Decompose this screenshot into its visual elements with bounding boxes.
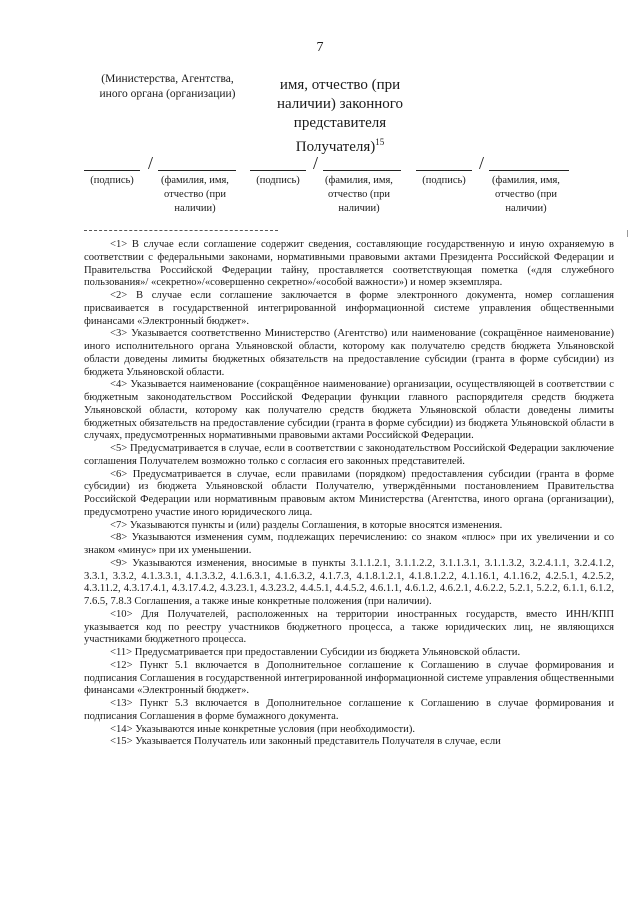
footnote-13: <13> Пункт 5.3 включается в Дополнительное соглашение к Соглашению в случае формирования и подписания Соглашения в форме бумажного документа. (84, 698, 614, 722)
footnote-8: <8> Указываются изменения сумм, подлежащих перечислению: со знаком «плюс» при их увеличении и со знаком «минус» при их уменьшении. (84, 532, 614, 556)
name-caption (150, 174, 240, 216)
footnote-15: <15> Указывается Получатель или законный представитель Получателя в случае, если (110, 736, 501, 748)
signature-caption: (подпись) (90, 175, 134, 186)
name-line (489, 170, 569, 171)
signature-line (84, 170, 140, 171)
footnote-10: <10> Для Получателей, расположенных на территории иностранных государств, вместо ИНН/КПП указывается код по реестру участников бюджетного процесса, а также юридических лиц, не являющихся участниками бюджетного процесса. (84, 608, 614, 646)
name-caption-line: отчество (при (495, 189, 557, 200)
signature-slash: / (479, 153, 485, 173)
header-left-caption (80, 72, 255, 102)
footnote-ref: 15 (375, 137, 385, 147)
footnotes (84, 239, 614, 749)
footnote-3: <3> Указывается соответственно Министерство (Агентство) или наименование (сокращённое наименование) иного исполнительного органа Ульяновской области, которому как получателю средств бюджета Ульяновской области доведены лимиты бюджетных обязательств на предоставление субсидии (гранта в форме субсидии) из бюджета Ульяновской области. (84, 328, 614, 378)
page-number: 7 (316, 40, 324, 55)
name-caption-line: (фамилия, имя, (325, 175, 393, 186)
name-caption (478, 174, 574, 216)
header-right-line: представителя (293, 115, 387, 131)
margin-mark (627, 230, 628, 237)
footnote-14: <14> Указываются иные конкретные условия (при необходимости). (110, 723, 415, 735)
signature-caption: (подпись) (422, 175, 466, 186)
name-line (323, 170, 401, 171)
header-right-caption (255, 76, 425, 157)
footnote-11: <11> Предусматривается при предоставлении Субсидии из бюджета Ульяновской области. (110, 647, 521, 658)
signature-line (416, 170, 472, 171)
name-line (158, 170, 236, 171)
footnote-separator (84, 230, 278, 231)
signature-caption: (подпись) (256, 175, 300, 186)
name-caption-line: наличии) (505, 203, 547, 214)
footnote-1: <1> В случае если соглашение содержит сведения, составляющие государственную и иную охраняемую в соответствии с федеральными законами, нормативными правовыми актами Президента Российской Федерации и Правительства Российской Федерации тайну, проставляется соответствующая пометка («для служебного пользования»/ «секретно»/«совершенно секретно»/«особой важности») и номер экземпляра. (84, 239, 614, 289)
header-right-line-text: Получателя) (295, 139, 376, 155)
footnote-4: <4> Указывается наименование (сокращённое наименование) организации, осуществляющей в соответствии с бюджетным законодательством Российской Федерации функции главного распорядителя средств бюджета Ульяновской области, которому как получателю средств бюджета Ульяновской области доведены лимиты бюджетных обязательств на предоставление субсидии (гранта в форме субсидии) из бюджета Ульяновской области в случаях, предусмотренных нормативными правовыми актами Российской Федерации. (84, 379, 614, 442)
name-caption-line: (фамилия, имя, (492, 175, 560, 186)
name-caption-line: наличии) (174, 203, 216, 214)
footnote-9: <9> Указываются изменения, вносимые в пункты 3.1.1.2.1, 3.1.1.2.2, 3.1.1.3.1, 3.1.1.3.2, 3.2.4.1.1, 3.2.4.1.2, 3.3.1, 3.3.2, 4.1.3.3.1, 4.1.3.3.2, 4.1.6.3.1, 4.1.6.3.2, 4.1.7.3, 4.1.8.1.2.1, 4.1.8.1.2.2, 4.1.16.1, 4.1.16.2, 4.2.5.1, 4.2.5.2, 4.3.11.2, 4.3.17.4.1, 4.3.17.4.2, 4.3.23.1, 4.3.23.2, 4.4.5.1, 4.4.5.2, 4.6.1.1, 4.6.1.2, 4.6.2.1, 4.6.2.2, 5.2.1, 5.2.2, 6.1.1, 6.1.2, 7.6.5, 7.8.3 Соглашения, а также иные конкретные положения (при наличии). (84, 557, 614, 607)
footnote-6: <6> Предусматривается в случае, если правилами (порядком) предоставления субсидии (гранта в форме субсидии) из бюджета Ульяновской области Получателю, утверждёнными постановлением Правительства Российской Федерации или нормативным правовым актом Министерства (Агентства, иного органа (организации), предусмотрено участие иного юридического лица. (84, 468, 614, 518)
name-caption (313, 174, 405, 216)
footnote-7: <7> Указываются пункты и (или) разделы Соглашения, в которые вносятся изменения. (110, 519, 503, 531)
footnote-5: <5> Предусматривается в случае, если в соответствии с законодательством Российской Федерации заключение соглашения Получателем возможно только с согласия его законных представителей. (84, 443, 614, 467)
signature-slash: / (313, 153, 319, 173)
footnote-2: <2> В случае если соглашение заключается в форме электронного документа, номер соглашения присваивается в государственной интегрированной информационной системе управления общественными финансами «Электронный бюджет». (84, 290, 614, 327)
header-right-line: наличии) законного (276, 96, 404, 112)
name-caption-line: отчество (при (164, 189, 226, 200)
header-left-line: (Министерства, Агентства, (101, 73, 234, 85)
header-right-line (255, 133, 425, 157)
name-caption-line: (фамилия, имя, (161, 175, 229, 186)
header-left-line: иного органа (организации) (99, 88, 236, 100)
footnote-12: <12> Пункт 5.1 включается в Дополнительное соглашение к Соглашению в случае формирования и подписания Соглашения в государственной интегрированной информационной системе управления общественными финансами «Электронный бюджет». (84, 659, 614, 697)
name-caption-line: наличии) (338, 203, 380, 214)
signature-slash: / (148, 153, 154, 173)
signature-line (250, 170, 306, 171)
name-caption-line: отчество (при (328, 189, 390, 200)
header-right-line: имя, отчество (при (279, 77, 401, 93)
